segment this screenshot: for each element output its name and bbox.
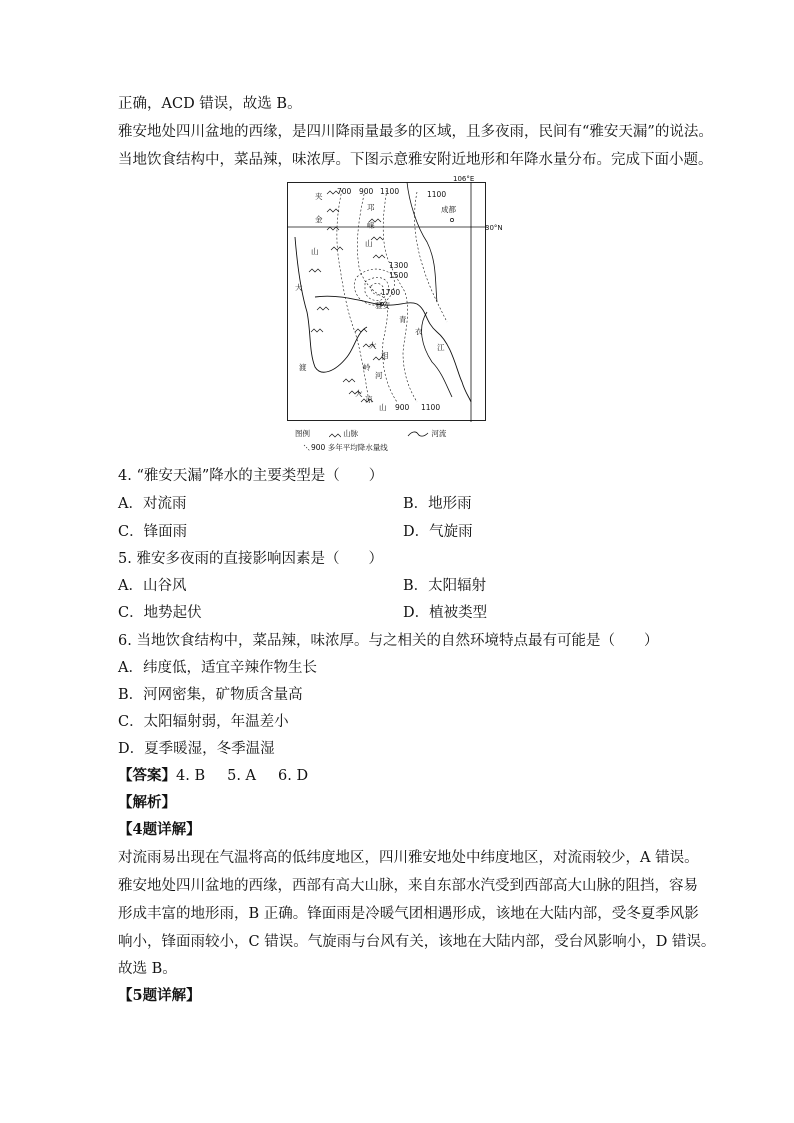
answer-line xyxy=(118,764,308,788)
q4-detail-line-2: 形成丰富的地形雨，B 正确。锋面雨是冷暖气团相遇形成，该地在大陆内部，受冬夏季风影 xyxy=(118,906,699,922)
question-6-stem: 6. 当地饮食结构中，菜品辣，味浓厚。与之相关的自然环境特点最有可能是（ ） xyxy=(118,633,659,649)
q5-option-d: D．植被类型 xyxy=(403,605,488,621)
intro-line-2: 当地饮食结构中，菜品辣，味浓厚。下图示意雅安附近地形和年降水量分布。完成下面小题。 xyxy=(118,152,713,168)
q4-detail-line-4: 故选 B。 xyxy=(118,961,177,977)
legend-river-icon xyxy=(407,431,429,438)
mtn-daxiang-3: 岭 xyxy=(363,363,371,372)
map-legend xyxy=(295,428,485,439)
dadu-river xyxy=(295,237,367,372)
lat-label-box xyxy=(483,221,523,233)
iso-label-1300: 1300 xyxy=(389,261,409,270)
mtn-daliang-3: 山 xyxy=(379,403,387,412)
answer-4: 4. B xyxy=(176,768,206,784)
minor-river-south xyxy=(422,312,452,397)
iso-label-900: 900 xyxy=(359,187,374,196)
river-qingyi-2: 衣 xyxy=(415,327,423,336)
legend-river-label: 河流 xyxy=(431,429,447,438)
mtn-jiajin-2: 金 xyxy=(315,215,323,224)
mtn-qionglai-1: 邛 xyxy=(367,203,375,212)
q4-option-a: A．对流雨 xyxy=(118,496,187,512)
answer-5: 5. A xyxy=(227,768,257,784)
city-yaan: 雅安 xyxy=(375,301,390,310)
mtn-qionglai-2: 崃 xyxy=(367,221,375,230)
river-dadu-1: 大 xyxy=(295,283,303,292)
q5-option-a: A．山谷风 xyxy=(118,578,187,594)
legend-isohyet-value: 900 xyxy=(311,443,326,452)
mtn-daliang-1: 大 xyxy=(355,389,363,398)
river-qingyi-3: 江 xyxy=(437,343,445,352)
intro-line-0: 正确，ACD 错误，故选 B。 xyxy=(118,96,302,112)
iso-label-700: 700 xyxy=(337,187,352,196)
map-drawing xyxy=(287,182,487,422)
question-5-stem: 5. 雅安多夜雨的直接影响因素是（ ） xyxy=(118,551,383,567)
legend-mountain-icon xyxy=(329,431,341,438)
lon-label: 106°E xyxy=(453,175,475,183)
mtn-qionglai-3: 山 xyxy=(365,239,373,248)
iso-label-900-south: 900 xyxy=(395,403,410,412)
q4-detail-line-1: 雅安地处四川盆地的西缘，西部有高大山脉，来自东部水汽受到西部高大山脉的阻挡，容易 xyxy=(118,878,698,894)
iso-label-1700: 1700 xyxy=(381,288,401,297)
iso-label-1100-east: 1100 xyxy=(427,190,447,199)
river-dadu-2: 渡 xyxy=(299,363,307,372)
iso-label-1100-south: 1100 xyxy=(421,403,441,412)
q6-option-a: A．纬度低，适宜辛辣作物生长 xyxy=(118,660,317,676)
question-4-stem: 4. “雅安天漏”降水的主要类型是（ ） xyxy=(118,468,384,484)
lat-label: 30°N xyxy=(485,224,503,232)
legend-mountain-label: 山脉 xyxy=(343,429,359,438)
iso-label-1500: 1500 xyxy=(389,271,409,280)
q4-detail-line-0: 对流雨易出现在气温将高的低纬度地区，四川雅安地处中纬度地区，对流雨较少，A 错误。 xyxy=(118,850,699,866)
legend-isohyet-label: 多年平均降水量线 xyxy=(327,443,388,452)
map-legend-isohyet xyxy=(303,442,388,453)
lon-label-box xyxy=(447,172,497,184)
legend-isohyet-icon xyxy=(303,444,311,452)
city-chengdu: 成都 xyxy=(441,205,456,214)
q6-option-d: D．夏季暖湿，冬季温湿 xyxy=(118,741,275,757)
q5-detail-label: 【5题详解】 xyxy=(118,987,201,1004)
mtn-daliang-2: 凉 xyxy=(365,395,373,404)
legend-title: 图例 xyxy=(295,429,310,438)
qingyi-river xyxy=(315,296,471,402)
q5-option-b: B．太阳辐射 xyxy=(403,578,487,594)
mtn-jiajin-1: 夹 xyxy=(315,192,323,201)
mtn-daxiang-2: 相 xyxy=(381,351,389,360)
minor-river-north xyxy=(407,182,437,302)
answer-6: 6. D xyxy=(278,768,309,784)
river-dadu-3: 河 xyxy=(375,371,383,380)
q4-detail-line-3: 响小，锋面雨较小，C 错误。气旋雨与台风有关，该地在大陆内部，受台风影响小，D 错误。 xyxy=(118,934,716,950)
q4-option-c: C．锋面雨 xyxy=(118,524,188,540)
q6-option-b: B．河网密集，矿物质含量高 xyxy=(118,687,303,703)
river-qingyi-1: 青 xyxy=(399,315,407,324)
q5-option-c: C．地势起伏 xyxy=(118,605,202,621)
q4-detail-label: 【4题详解】 xyxy=(118,821,201,838)
chengdu-marker xyxy=(450,218,453,221)
q4-option-b: B．地形雨 xyxy=(403,496,472,512)
mtn-daxiang-1: 大 xyxy=(369,341,377,350)
q6-option-c: C．太阳辐射弱，年温差小 xyxy=(118,714,289,730)
iso-label-1100: 1100 xyxy=(380,187,400,196)
answer-label: 【答案】 xyxy=(118,767,176,784)
analysis-label: 【解析】 xyxy=(118,794,176,811)
q4-option-d: D．气旋雨 xyxy=(403,524,473,540)
intro-line-1: 雅安地处四川盆地的西缘，是四川降雨量最多的区域，且多夜雨，民间有“雅安天漏”的说法。 xyxy=(118,124,713,140)
mtn-jiajin-3: 山 xyxy=(311,247,319,256)
